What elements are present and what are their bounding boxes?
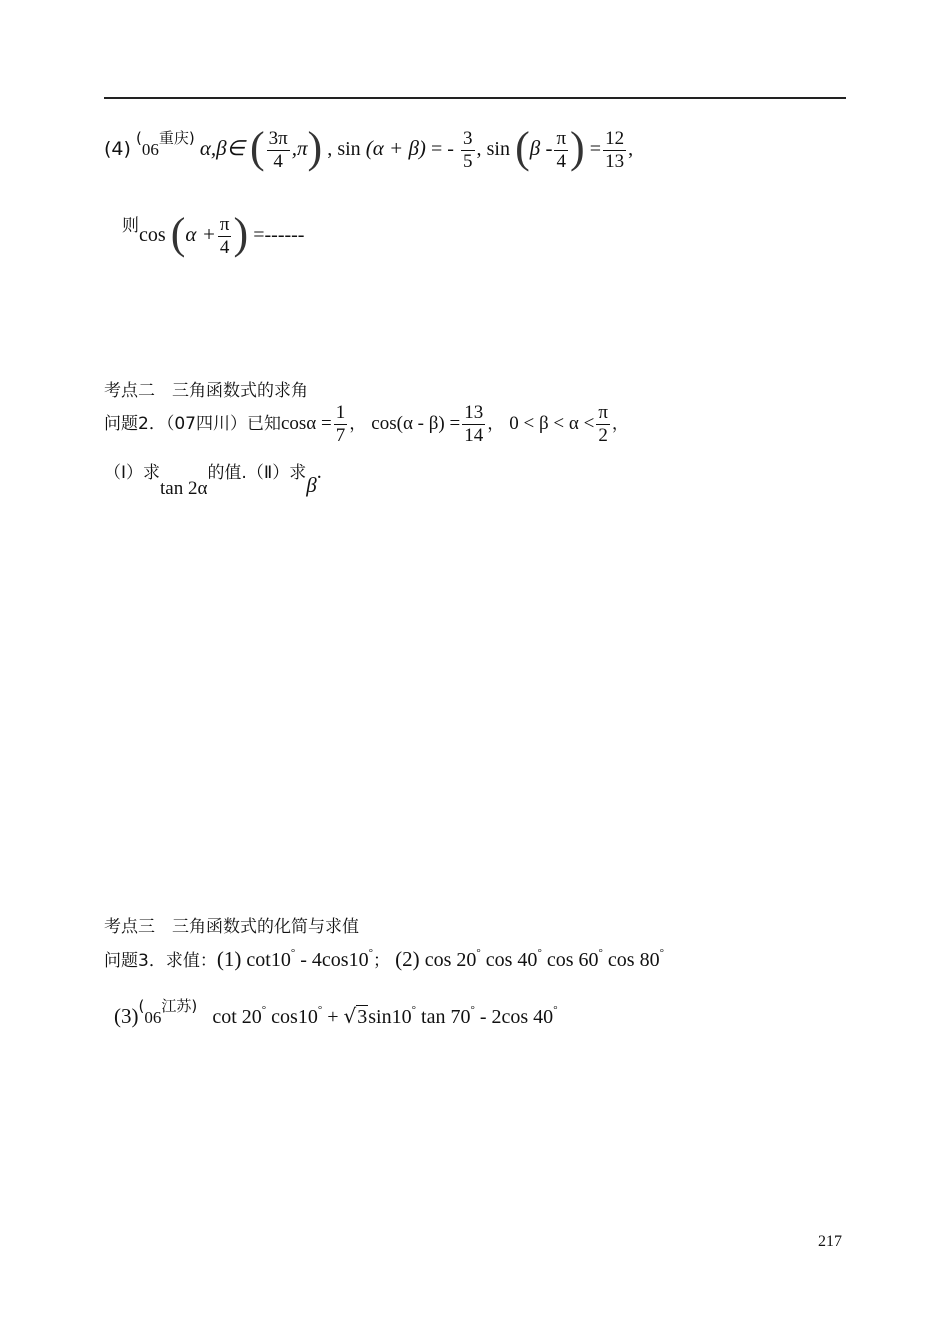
right-paren: ) bbox=[233, 208, 249, 258]
beta-minus: β - bbox=[529, 136, 553, 160]
comma: ， bbox=[487, 414, 505, 434]
then-text: 则 bbox=[122, 216, 139, 236]
problem-4-line-2 bbox=[122, 208, 305, 259]
left-paren: ( bbox=[515, 122, 530, 172]
question-3-label: 问题3．求值： bbox=[104, 951, 217, 971]
separator: , bbox=[628, 138, 634, 160]
equals-negative: = - bbox=[431, 138, 454, 160]
page-number: 217 bbox=[818, 1233, 842, 1250]
part-3-number: (3) bbox=[114, 1004, 139, 1028]
expression-2: cos 20° cos 40° cos 60° cos 80° bbox=[424, 947, 664, 971]
sin-text: sin bbox=[337, 138, 361, 160]
part-1-label: （Ⅰ）求 bbox=[104, 463, 161, 483]
fraction-12-13: $\frac{12}{13}$ bbox=[605, 128, 625, 172]
fraction-pi-2: $\frac{\pi}{2}$ bbox=[598, 402, 608, 446]
fraction-3-5: $\frac{3}{5}$ bbox=[463, 128, 473, 172]
tan-2alpha: tan 2α bbox=[160, 478, 208, 499]
problem-4-line-1 bbox=[104, 122, 634, 173]
equals: = bbox=[589, 138, 602, 160]
source-name: 重庆) bbox=[158, 129, 195, 147]
fraction-pi-4: $\frac{\pi}{4}$ bbox=[556, 128, 567, 172]
cos-alpha: cosα = bbox=[280, 413, 332, 434]
question-3-line-2 bbox=[114, 997, 558, 1029]
part-2-number: (2) bbox=[395, 947, 420, 971]
expression-3: cot 20° cos10° + √3sin10° tan 70° - 2cos 40° bbox=[212, 1004, 558, 1028]
section-2-heading: 考点二 三角函数式的求角 bbox=[104, 381, 308, 401]
right-paren: ) bbox=[570, 122, 585, 172]
semicolon: ； bbox=[373, 951, 390, 971]
source-year: 06 bbox=[144, 1008, 162, 1027]
question-2-line-2 bbox=[104, 458, 322, 499]
cos-alpha-minus-beta: cos(α - β) = bbox=[371, 413, 461, 434]
sqrt-symbol: √ bbox=[343, 1004, 357, 1028]
alpha-beta-in: α,β∈ bbox=[199, 136, 245, 160]
comma: ， bbox=[349, 414, 367, 434]
question-2-line-1 bbox=[104, 402, 629, 447]
source-name: 江苏) bbox=[161, 997, 198, 1015]
source-year: 06 bbox=[141, 140, 159, 159]
question-2-label: 问题2．（07四川）已知 bbox=[104, 414, 281, 434]
cos-text: cos bbox=[139, 224, 166, 246]
header-rule bbox=[104, 97, 846, 99]
answer-blank: =------ bbox=[253, 224, 305, 246]
fraction-13-14: $\frac{13}{14}$ bbox=[464, 402, 484, 446]
comma: ， bbox=[611, 414, 629, 434]
source-open: ( bbox=[138, 997, 145, 1015]
separator: , bbox=[327, 138, 333, 160]
fraction-1-7: $\frac{1}{7}$ bbox=[335, 402, 346, 446]
alpha-plus: α + bbox=[185, 222, 216, 246]
left-paren: ( bbox=[170, 208, 186, 258]
problem-label: (4) bbox=[104, 138, 131, 160]
comma-pi: ,π bbox=[291, 136, 308, 160]
right-paren: ) bbox=[307, 122, 323, 172]
end-dot: . bbox=[316, 461, 322, 483]
part-1-number: (1) bbox=[216, 947, 242, 971]
fraction-3pi-4: $\frac{3\pi}{4}$ bbox=[268, 128, 288, 172]
part-2-label: 的值.（Ⅱ）求 bbox=[207, 463, 307, 483]
expression-1: cot10° - 4cos10° bbox=[246, 947, 373, 971]
question-3-line-1 bbox=[104, 946, 664, 972]
separator: , bbox=[476, 138, 482, 160]
beta: β bbox=[306, 473, 317, 497]
sin-text: sin bbox=[486, 138, 510, 160]
source-open: ( bbox=[136, 129, 142, 147]
left-paren: ( bbox=[249, 122, 265, 172]
inequality: 0 < β < α < bbox=[509, 413, 595, 434]
fraction-pi-4: $\frac{\pi}{4}$ bbox=[219, 214, 230, 258]
alpha-plus-beta: (α + β) bbox=[365, 136, 426, 160]
section-3-heading: 考点三 三角函数式的化简与求值 bbox=[104, 917, 359, 937]
